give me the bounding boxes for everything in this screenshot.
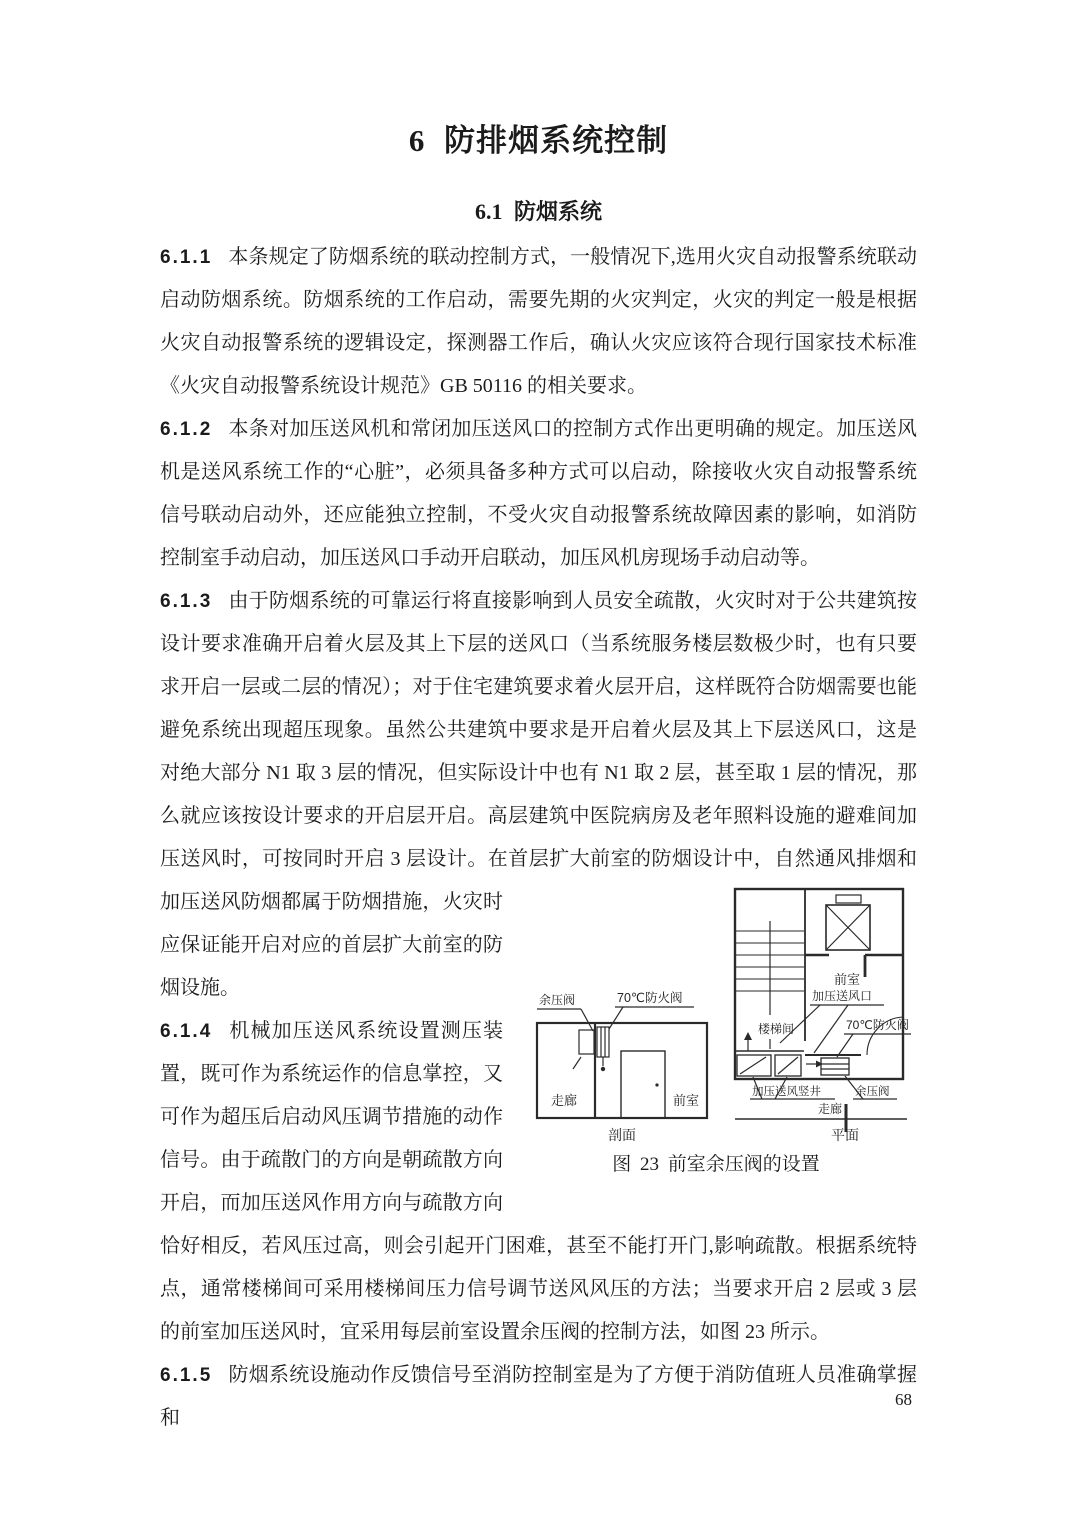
clause-text: 机械加压送风系统设置测压装置，既可作为系统运作的信息掌控，又可作为超压后启动风压调节措施的动作信号。由于疏散门的方向是朝疏散方向开启，而加压送风作用方向与疏散方向恰好相反，若风压过高，则会引起开门困难，甚至不能打开门,影响疏散。根据系统特点，通常楼梯间可采用楼梯间压力信号调节送风风压的方法；当要求开启 2 层或 3 层的前室加压送风时，宜采用每层前室设置余压阀的控制方法，如图 23 所示。 (160, 1020, 917, 1343)
section-label-front-room: 前室 (673, 1093, 700, 1108)
plan-label-supply-outlet: 加压送风口 (812, 989, 873, 1003)
clause-text: 防烟系统设施动作反馈信号至消防控制室是为了方便于消防值班人员准确掌握和 (160, 1364, 917, 1429)
clause-number: 6.1.1 (160, 247, 213, 268)
plan-label-front-room: 前室 (833, 972, 861, 987)
figure-23-drawings (515, 883, 917, 1147)
up-arrow-head (744, 1032, 752, 1040)
clause-text: 本条对加压送风机和常闭加压送风口的控制方式作出更明确的规定。加压送风机是送风系统工作的“心脏”，必须具备多种方式可以启动，除接收火灾自动报警系统信号联动启动外，还应能独立控制，不受火灾自动报警系统故障因素的影响，如消防控制室手动启动，加压送风口手动开启联动，加压风机房现场手动启动等。 (160, 418, 917, 569)
clause-text: 由于防烟系统的可靠运行将直接影响到人员安全疏散，火灾时对于公共建筑按设计要求准确开启着火层及其上下层的送风口（当系统服务楼层数极少时，也有只要求开启一层或二层的情况）；对于住宅建筑要求着火层开启，这样既符合防烟需要也能避免系统出现超压现象。虽然公共建筑中要求是开启着火层及其上下层送风口，这是对绝大部分 N1 取 3 层的情况，但实际设计中也有 N1 取 2 层，甚至取 1 层的情况，那么就应该按设计要求的开启层开启。高层建筑中医院病房及老年照料设施的避难间加压送风时，可按同时开启 3 层设计。在首层扩大前室的防烟设计中，自然通风排烟和加压送风防烟都属于防烟措施，火灾 (160, 590, 917, 913)
plan-valve-box (821, 1058, 849, 1075)
plan-label-supply-shaft: 加压送风竖井 (752, 1086, 821, 1098)
clause-text: 本条规定了防烟系统的联动控制方式，一般情况下,选用火灾自动报警系统联动启动防烟系统。防烟系统的工作启动，需要先期的火灾判定，火灾的判定一般是根据火灾自动报警系统的逻辑设定，探测器工作后，确认火灾应该符合现行国家技术标准《火灾自动报警系统设计规范》GB 50116 的相关要求。 (160, 246, 917, 397)
body-text (160, 236, 917, 1440)
plan-label-damper: 70℃防火阀 (846, 1018, 909, 1032)
plan-view-caption: 平面 (831, 1127, 859, 1143)
section-label-corridor: 走廊 (551, 1093, 578, 1108)
figure-23 (515, 883, 917, 1179)
section-door-handle (655, 1083, 658, 1086)
page-number: 68 (895, 1390, 912, 1409)
right-arrow-head (816, 1061, 823, 1068)
plan-label-stairwell: 楼梯间 (758, 1022, 795, 1036)
section-view-caption: 剖面 (608, 1127, 636, 1143)
elevator-counterweight (836, 895, 861, 903)
clause-number: 6.1.3 (160, 591, 213, 612)
section-damper-body (597, 1027, 609, 1057)
plan-label-corridor: 走廊 (818, 1102, 843, 1116)
clause-text: 时应保证能开启对应的首层扩大前室的防烟设施。 (160, 891, 503, 999)
clause-number: 6.1.2 (160, 419, 213, 440)
page-title: 6 防排烟系统控制 (408, 123, 669, 158)
paragraph-6-1-5 (160, 1354, 917, 1440)
figure-caption: 图 23 前室余压阀的设置 (612, 1154, 820, 1175)
plan-label-valve: 余压阀 (855, 1086, 890, 1098)
section-label-damper: 70℃防火阀 (617, 991, 683, 1005)
section-label-valve: 余压阀 (539, 993, 576, 1007)
clause-number: 6.1.4 (160, 1021, 213, 1042)
clause-number: 6.1.5 (160, 1365, 213, 1386)
section-valve-dot (601, 1067, 605, 1071)
section-heading: 6.1 防烟系统 (474, 199, 602, 224)
section-valve-body (579, 1030, 594, 1054)
paragraph-6-1-2 (160, 408, 917, 580)
paragraph-6-1-1 (160, 236, 917, 408)
